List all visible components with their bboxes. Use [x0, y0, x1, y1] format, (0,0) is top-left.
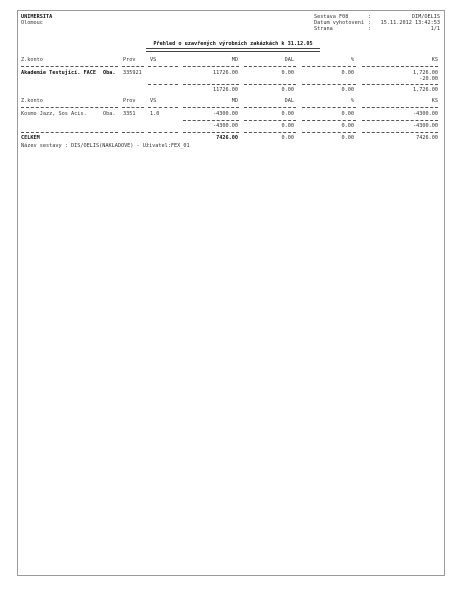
total-md: 7426.00	[216, 135, 238, 141]
rule	[302, 66, 356, 67]
rule	[183, 120, 239, 121]
row-md: -4300.00	[213, 111, 238, 117]
row-name: Kosmo Jazz, Sos Acis.	[21, 111, 87, 117]
report-page	[17, 10, 445, 576]
rule	[244, 132, 296, 133]
rule	[244, 84, 296, 85]
row-ks: 1,726.00	[413, 70, 438, 76]
col-header-md: MD	[231, 98, 238, 104]
header-label-date: Datum vyhotovení	[314, 20, 364, 26]
header-value-report: DIM/OELIS	[411, 14, 440, 20]
rule	[244, 120, 296, 121]
col-header-dal: DAL	[284, 98, 294, 104]
subtotal-pct: 0.00	[341, 123, 354, 129]
rule	[302, 84, 356, 85]
rule	[21, 107, 118, 108]
total-dal: 0.00	[281, 135, 294, 141]
col-header-pct: %	[350, 57, 354, 63]
row-ks-secondary: -20.00	[419, 76, 438, 82]
rule	[244, 107, 296, 108]
rule	[21, 66, 118, 67]
rule	[362, 66, 438, 67]
row-vs: 1.0	[150, 111, 160, 117]
rule	[148, 107, 178, 108]
col-header-dal: DAL	[284, 57, 294, 63]
rule	[362, 107, 438, 108]
subtotal-md: -4300.00	[213, 123, 238, 129]
header-label-report: Sestava F08	[314, 14, 349, 20]
rule	[244, 66, 296, 67]
header-value-page: 1/1	[430, 26, 440, 32]
rule	[122, 107, 144, 108]
subtotal-dal: 0.00	[281, 87, 294, 93]
subtotal-pct: 0.00	[341, 87, 354, 93]
col-header-vs: VS	[150, 57, 157, 63]
row-dal: 0.00	[281, 70, 294, 76]
report-title: Přehled o uzavřených výrobních zakázkách k 31.12.05	[153, 41, 313, 47]
col-header-zkonto: Z.konto	[21, 98, 43, 104]
header-value-date: 15.11.2012 13:42:53	[380, 20, 440, 26]
rule	[362, 84, 438, 85]
company-name: UNIMERSITA	[21, 14, 53, 20]
subtotal-ks: 1,726.00	[413, 87, 438, 93]
subtotal-md: 11726.00	[213, 87, 238, 93]
report-footer-note: Název sestavy : DIS/OELIS(NAKLADOVE) - Uživatel:FEX_01	[21, 143, 190, 149]
rule	[183, 132, 239, 133]
col-header-md: MD	[231, 57, 238, 63]
company-place: Olomouc	[21, 20, 43, 26]
header-colon-3: :	[368, 26, 372, 32]
row-name: Akademie Testující. FACE	[21, 70, 96, 76]
row-pct: 0.00	[341, 70, 354, 76]
rule	[302, 120, 356, 121]
rule	[183, 107, 239, 108]
row-md: 11726.00	[213, 70, 238, 76]
col-header-zkonto: Z.konto	[21, 57, 43, 63]
col-header-ks: KS	[431, 98, 438, 104]
rule	[148, 84, 178, 85]
subtotal-dal: 0.00	[281, 123, 294, 129]
title-underline	[146, 48, 320, 52]
row-pct: 0.00	[341, 111, 354, 117]
rule	[148, 66, 178, 67]
rule	[362, 132, 438, 133]
rule	[21, 132, 118, 133]
rule	[122, 66, 144, 67]
col-header-ks: KS	[431, 57, 438, 63]
row-code: Oba.	[103, 70, 116, 76]
rule	[302, 107, 356, 108]
rule	[122, 132, 144, 133]
rule	[362, 120, 438, 121]
total-ks: 7426.00	[416, 135, 438, 141]
total-pct: 0.00	[341, 135, 354, 141]
row-prov: 335921	[123, 70, 142, 76]
rule	[302, 132, 356, 133]
col-header-prov: Prov	[123, 98, 136, 104]
header-colon-2: :	[368, 20, 372, 26]
col-header-prov: Prov	[123, 57, 136, 63]
row-dal: 0.00	[281, 111, 294, 117]
col-header-pct: %	[350, 98, 354, 104]
row-ks: -4300.00	[413, 111, 438, 117]
total-label: CELKEM	[21, 135, 40, 141]
subtotal-ks: -4300.00	[413, 123, 438, 129]
rule	[183, 66, 239, 67]
header-label-page: Strana	[314, 26, 333, 32]
col-header-vs: VS	[150, 98, 157, 104]
row-code: Oba.	[103, 111, 116, 117]
rule	[148, 132, 178, 133]
header-colon-1: :	[368, 14, 372, 20]
row-prov: 3351	[123, 111, 136, 117]
rule	[183, 84, 239, 85]
